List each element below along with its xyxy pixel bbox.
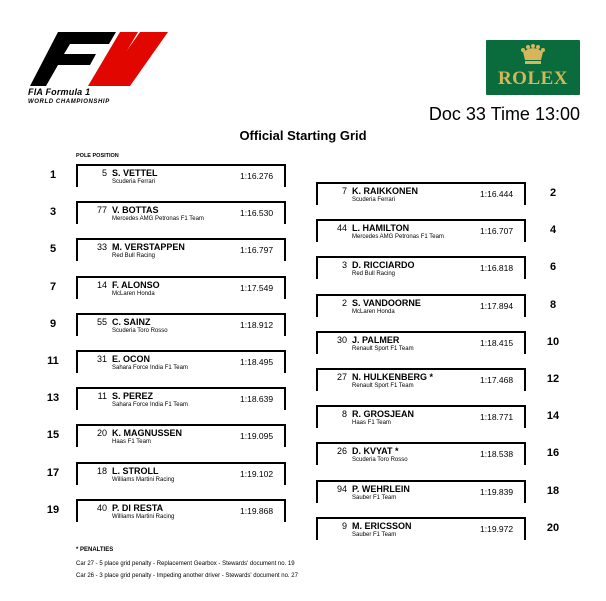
- grid-position: 15: [46, 429, 60, 441]
- lap-time: 1:16.276: [240, 171, 274, 181]
- grid-position: 3: [49, 206, 57, 218]
- car-number: 31: [96, 354, 107, 364]
- grid-position: 12: [546, 373, 560, 385]
- grid-position: 8: [549, 299, 557, 311]
- team-name: Scuderia Toro Rosso: [112, 328, 168, 334]
- grid-position: 18: [546, 485, 560, 497]
- car-number: 5: [101, 168, 107, 178]
- team-name: McLaren Honda: [352, 309, 395, 315]
- lap-time: 1:16.818: [480, 263, 514, 273]
- lap-time: 1:17.894: [480, 301, 514, 311]
- penalties-section: [76, 547, 298, 582]
- team-name: Sahara Force India F1 Team: [112, 402, 188, 408]
- grid-position: 10: [546, 336, 560, 348]
- lap-time: 1:17.468: [480, 375, 514, 385]
- f1-subcaption: WORLD CHAMPIONSHIP: [28, 99, 110, 105]
- grid-slot: [76, 164, 286, 187]
- car-number: 11: [97, 391, 107, 401]
- driver-name: S. VANDOORNE: [352, 298, 421, 308]
- grid-slot: [76, 387, 286, 410]
- team-name: McLaren Honda: [112, 291, 155, 297]
- lap-time: 1:18.415: [480, 338, 514, 348]
- grid-slot: [76, 276, 286, 299]
- driver-name: V. BOTTAS: [112, 205, 159, 215]
- driver-name: E. OCON: [112, 354, 151, 364]
- car-number: 9: [341, 521, 347, 531]
- driver-name: D. KVYAT *: [352, 446, 399, 456]
- grid-slot: [316, 331, 526, 354]
- lap-time: 1:16.707: [480, 226, 514, 236]
- team-name: Mercedes AMG Petronas F1 Team: [112, 216, 204, 222]
- car-number: 18: [96, 466, 107, 476]
- grid-position: 4: [549, 224, 557, 236]
- grid-slot: [316, 480, 526, 503]
- penalty-line: Car 26 - 3 place grid penalty - Impeding another driver - Stewards' document no. 27: [76, 573, 298, 579]
- team-name: Renault Sport F1 Team: [352, 346, 414, 352]
- driver-name: F. ALONSO: [112, 280, 160, 290]
- team-name: Scuderia Ferrari: [112, 179, 156, 185]
- crown-icon: [521, 44, 545, 64]
- grid-position: 2: [549, 187, 557, 199]
- car-number: 44: [336, 223, 347, 233]
- lap-time: 1:16.797: [240, 245, 274, 255]
- grid-slot: [316, 442, 526, 465]
- lap-time: 1:19.102: [240, 469, 274, 479]
- team-name: Williams Martini Racing: [112, 514, 175, 520]
- driver-name: S. VETTEL: [112, 168, 158, 178]
- penalties-heading: * PENALTIES: [76, 547, 114, 553]
- grid-position: 20: [546, 522, 560, 534]
- team-name: Red Bull Racing: [352, 271, 396, 277]
- grid-position: 13: [46, 392, 60, 404]
- lap-time: 1:18.538: [480, 449, 514, 459]
- team-name: Haas F1 Team: [352, 420, 391, 426]
- driver-name: M. VERSTAPPEN: [112, 242, 185, 252]
- car-number: 40: [96, 503, 107, 513]
- team-name: Mercedes AMG Petronas F1 Team: [352, 234, 444, 240]
- grid-position: 1: [49, 169, 57, 181]
- grid-slot: [316, 256, 526, 279]
- team-name: Red Bull Racing: [112, 253, 156, 259]
- grid-slot: [76, 238, 286, 261]
- grid-position: 11: [47, 355, 59, 367]
- grid-slot: [76, 424, 286, 447]
- lap-time: 1:19.095: [240, 431, 274, 441]
- driver-name: P. DI RESTA: [112, 503, 164, 513]
- lap-time: 1:18.912: [240, 320, 274, 330]
- grid-slot: [316, 219, 526, 242]
- driver-name: K. MAGNUSSEN: [112, 428, 183, 438]
- driver-name: S. PEREZ: [112, 391, 154, 401]
- rolex-logo: [486, 40, 580, 95]
- lap-time: 1:16.444: [480, 189, 514, 199]
- grid-slot: [76, 462, 286, 485]
- team-name: Williams Martini Racing: [112, 477, 175, 483]
- driver-name: L. STROLL: [112, 466, 159, 476]
- grid-slot: [76, 499, 286, 522]
- f1-logo: [28, 30, 168, 110]
- car-number: 3: [341, 260, 347, 270]
- grid-position: 7: [49, 281, 57, 293]
- team-name: Haas F1 Team: [112, 439, 151, 445]
- grid-slot: [316, 517, 526, 540]
- driver-name: R. GROSJEAN: [352, 409, 415, 419]
- grid-slot: [316, 182, 526, 205]
- car-number: 26: [336, 446, 347, 456]
- penalty-line: Car 27 - 5 place grid penalty - Replacement Gearbox - Stewards' document no. 19: [76, 561, 295, 567]
- lap-time: 1:19.839: [480, 487, 514, 497]
- car-number: 8: [341, 409, 347, 419]
- pole-position-label: POLE POSITION: [76, 153, 119, 159]
- f1-caption: FIA Formula 1: [28, 87, 91, 97]
- car-number: 30: [336, 335, 347, 345]
- page-title: Official Starting Grid: [239, 128, 367, 143]
- grid-position: 16: [546, 447, 560, 459]
- driver-name: P. WEHRLEIN: [352, 484, 410, 494]
- lap-time: 1:18.771: [480, 412, 514, 422]
- car-number: 27: [336, 372, 347, 382]
- grid-position: 17: [46, 467, 60, 479]
- grid-position: 5: [49, 243, 57, 255]
- driver-name: D. RICCIARDO: [352, 260, 415, 270]
- driver-name: L. HAMILTON: [352, 223, 410, 233]
- team-name: Sahara Force India F1 Team: [112, 365, 188, 371]
- grid-position: 9: [49, 318, 57, 330]
- team-name: Scuderia Toro Rosso: [352, 457, 408, 463]
- team-name: Scuderia Ferrari: [352, 197, 396, 203]
- grid-slot: [316, 294, 526, 317]
- document-time: Doc 33 Time 13:00: [428, 104, 580, 124]
- grid-slot: [76, 201, 286, 224]
- grid-slot: [316, 405, 526, 428]
- driver-name: M. ERICSSON: [352, 521, 412, 531]
- driver-name: J. PALMER: [352, 335, 400, 345]
- car-number: 14: [96, 280, 107, 290]
- car-number: 94: [336, 484, 347, 494]
- lap-time: 1:18.495: [240, 357, 274, 367]
- car-number: 55: [96, 317, 107, 327]
- team-name: Sauber F1 Team: [352, 532, 397, 538]
- car-number: 20: [96, 428, 107, 438]
- lap-time: 1:16.530: [240, 208, 274, 218]
- lap-time: 1:19.972: [480, 524, 514, 534]
- grid-slot: [316, 368, 526, 391]
- grid-slot: [76, 350, 286, 373]
- lap-time: 1:17.549: [240, 283, 274, 293]
- team-name: Renault Sport F1 Team: [352, 383, 414, 389]
- grid-position: 19: [46, 504, 60, 516]
- car-number: 77: [96, 205, 107, 215]
- lap-time: 1:19.868: [240, 506, 274, 516]
- car-number: 2: [341, 298, 347, 308]
- grid-slot: [76, 313, 286, 336]
- car-number: 33: [96, 242, 107, 252]
- car-number: 7: [341, 186, 347, 196]
- driver-name: C. SAINZ: [112, 317, 151, 327]
- grid-position: 14: [546, 410, 560, 422]
- team-name: Sauber F1 Team: [352, 495, 397, 501]
- rolex-wordmark: ROLEX: [497, 68, 569, 89]
- grid-position: 6: [549, 261, 557, 273]
- driver-name: K. RAIKKONEN: [352, 186, 419, 196]
- lap-time: 1:18.639: [240, 394, 274, 404]
- driver-name: N. HULKENBERG *: [352, 372, 434, 382]
